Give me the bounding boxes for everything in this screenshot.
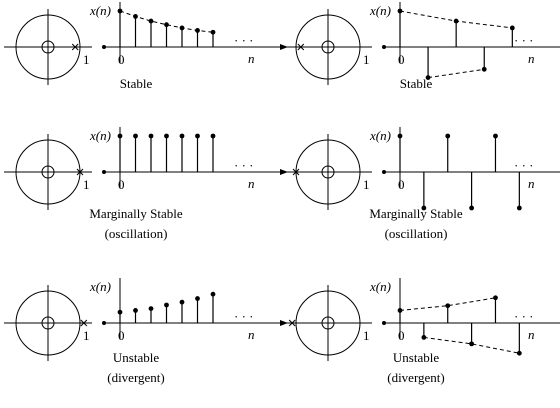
xn-label: x(n) [90,3,111,18]
stem-tip-5 [195,296,200,301]
unit-label: 1 [363,177,370,192]
n-label: n [528,327,535,342]
origin-label: 0 [398,177,405,192]
n-axis-start-dot [102,170,106,174]
panel-label-1: (divergent) [387,370,445,385]
z-plane [4,285,92,361]
panel-label-1: (divergent) [107,370,165,385]
origin-label: 0 [398,52,405,67]
xn-label: x(n) [370,279,391,294]
panel-decay-alternating [284,2,560,91]
unit-label: 1 [83,177,90,192]
n-label: n [248,327,255,342]
stem-tip-4 [180,134,185,139]
time-plot [89,278,288,343]
panel-label-0: Unstable [112,350,160,365]
z-plane [284,9,372,85]
origin-label: 0 [118,177,125,192]
origin-label: 0 [398,328,405,343]
panel-constant-positive [4,127,288,241]
panel-label-1: (oscillation) [384,226,448,241]
xn-label: x(n) [370,3,391,18]
stem-tip-3 [469,206,474,211]
time-plot [369,2,560,80]
z-plane [4,134,92,210]
stem-tip-1 [133,134,138,139]
stem-tip-1 [133,308,138,313]
panel-decay-positive [4,2,288,91]
n-label: n [528,176,535,191]
z-plane [284,134,372,210]
origin-label: 0 [118,328,125,343]
stem-tip-3 [164,303,169,308]
stem-tip-0 [118,310,123,315]
stem-tip-6 [211,292,216,297]
continuation-dots: · · · [234,309,254,324]
stem-tip-5 [195,134,200,139]
stem-tip-4 [493,134,498,139]
unit-label: 1 [363,52,370,67]
panel-label-0: Stable [119,76,153,91]
time-plot [89,127,288,192]
xn-label: x(n) [90,279,111,294]
stem-tip-4 [180,300,185,305]
continuation-dots: · · · [514,309,534,324]
n-axis-start-dot [102,321,106,325]
n-axis-start-dot [382,45,386,49]
envelope-lower [428,69,484,77]
z-plane [4,9,92,85]
panel-label-0: Marginally Stable [369,206,463,221]
continuation-dots: · · · [234,158,254,173]
n-axis-start-dot [102,45,106,49]
panel-label-0: Unstable [392,350,440,365]
stem-tip-2 [149,306,154,311]
panel-label-1: (oscillation) [104,226,168,241]
continuation-dots: · · · [234,33,254,48]
stem-tip-2 [149,134,154,139]
stem-tip-0 [398,134,403,139]
stem-tip-3 [164,134,169,139]
panel-growth-alternating [284,278,560,385]
panel-label-0: Stable [399,76,433,91]
stem-tip-6 [211,134,216,139]
n-axis-start-dot [382,170,386,174]
time-plot [369,127,560,210]
panel-label-0: Marginally Stable [89,206,183,221]
continuation-dots: · · · [514,158,534,173]
n-label: n [248,51,255,66]
unit-label: 1 [83,52,90,67]
panel-growth-positive [4,278,288,385]
origin-label: 0 [118,52,125,67]
z-plane [284,285,372,361]
xn-label: x(n) [370,128,391,143]
time-plot [369,278,560,356]
stem-tip-5 [517,351,522,356]
n-label: n [248,176,255,191]
unit-label: 1 [83,328,90,343]
xn-label: x(n) [90,128,111,143]
time-plot [89,2,288,67]
stem-tip-5 [517,206,522,211]
stem-tip-0 [118,134,123,139]
n-label: n [528,51,535,66]
stem-tip-2 [445,134,450,139]
n-axis-start-dot [382,321,386,325]
unit-label: 1 [363,328,370,343]
panel-constant-alternating [284,127,560,241]
continuation-dots: · · · [514,33,534,48]
